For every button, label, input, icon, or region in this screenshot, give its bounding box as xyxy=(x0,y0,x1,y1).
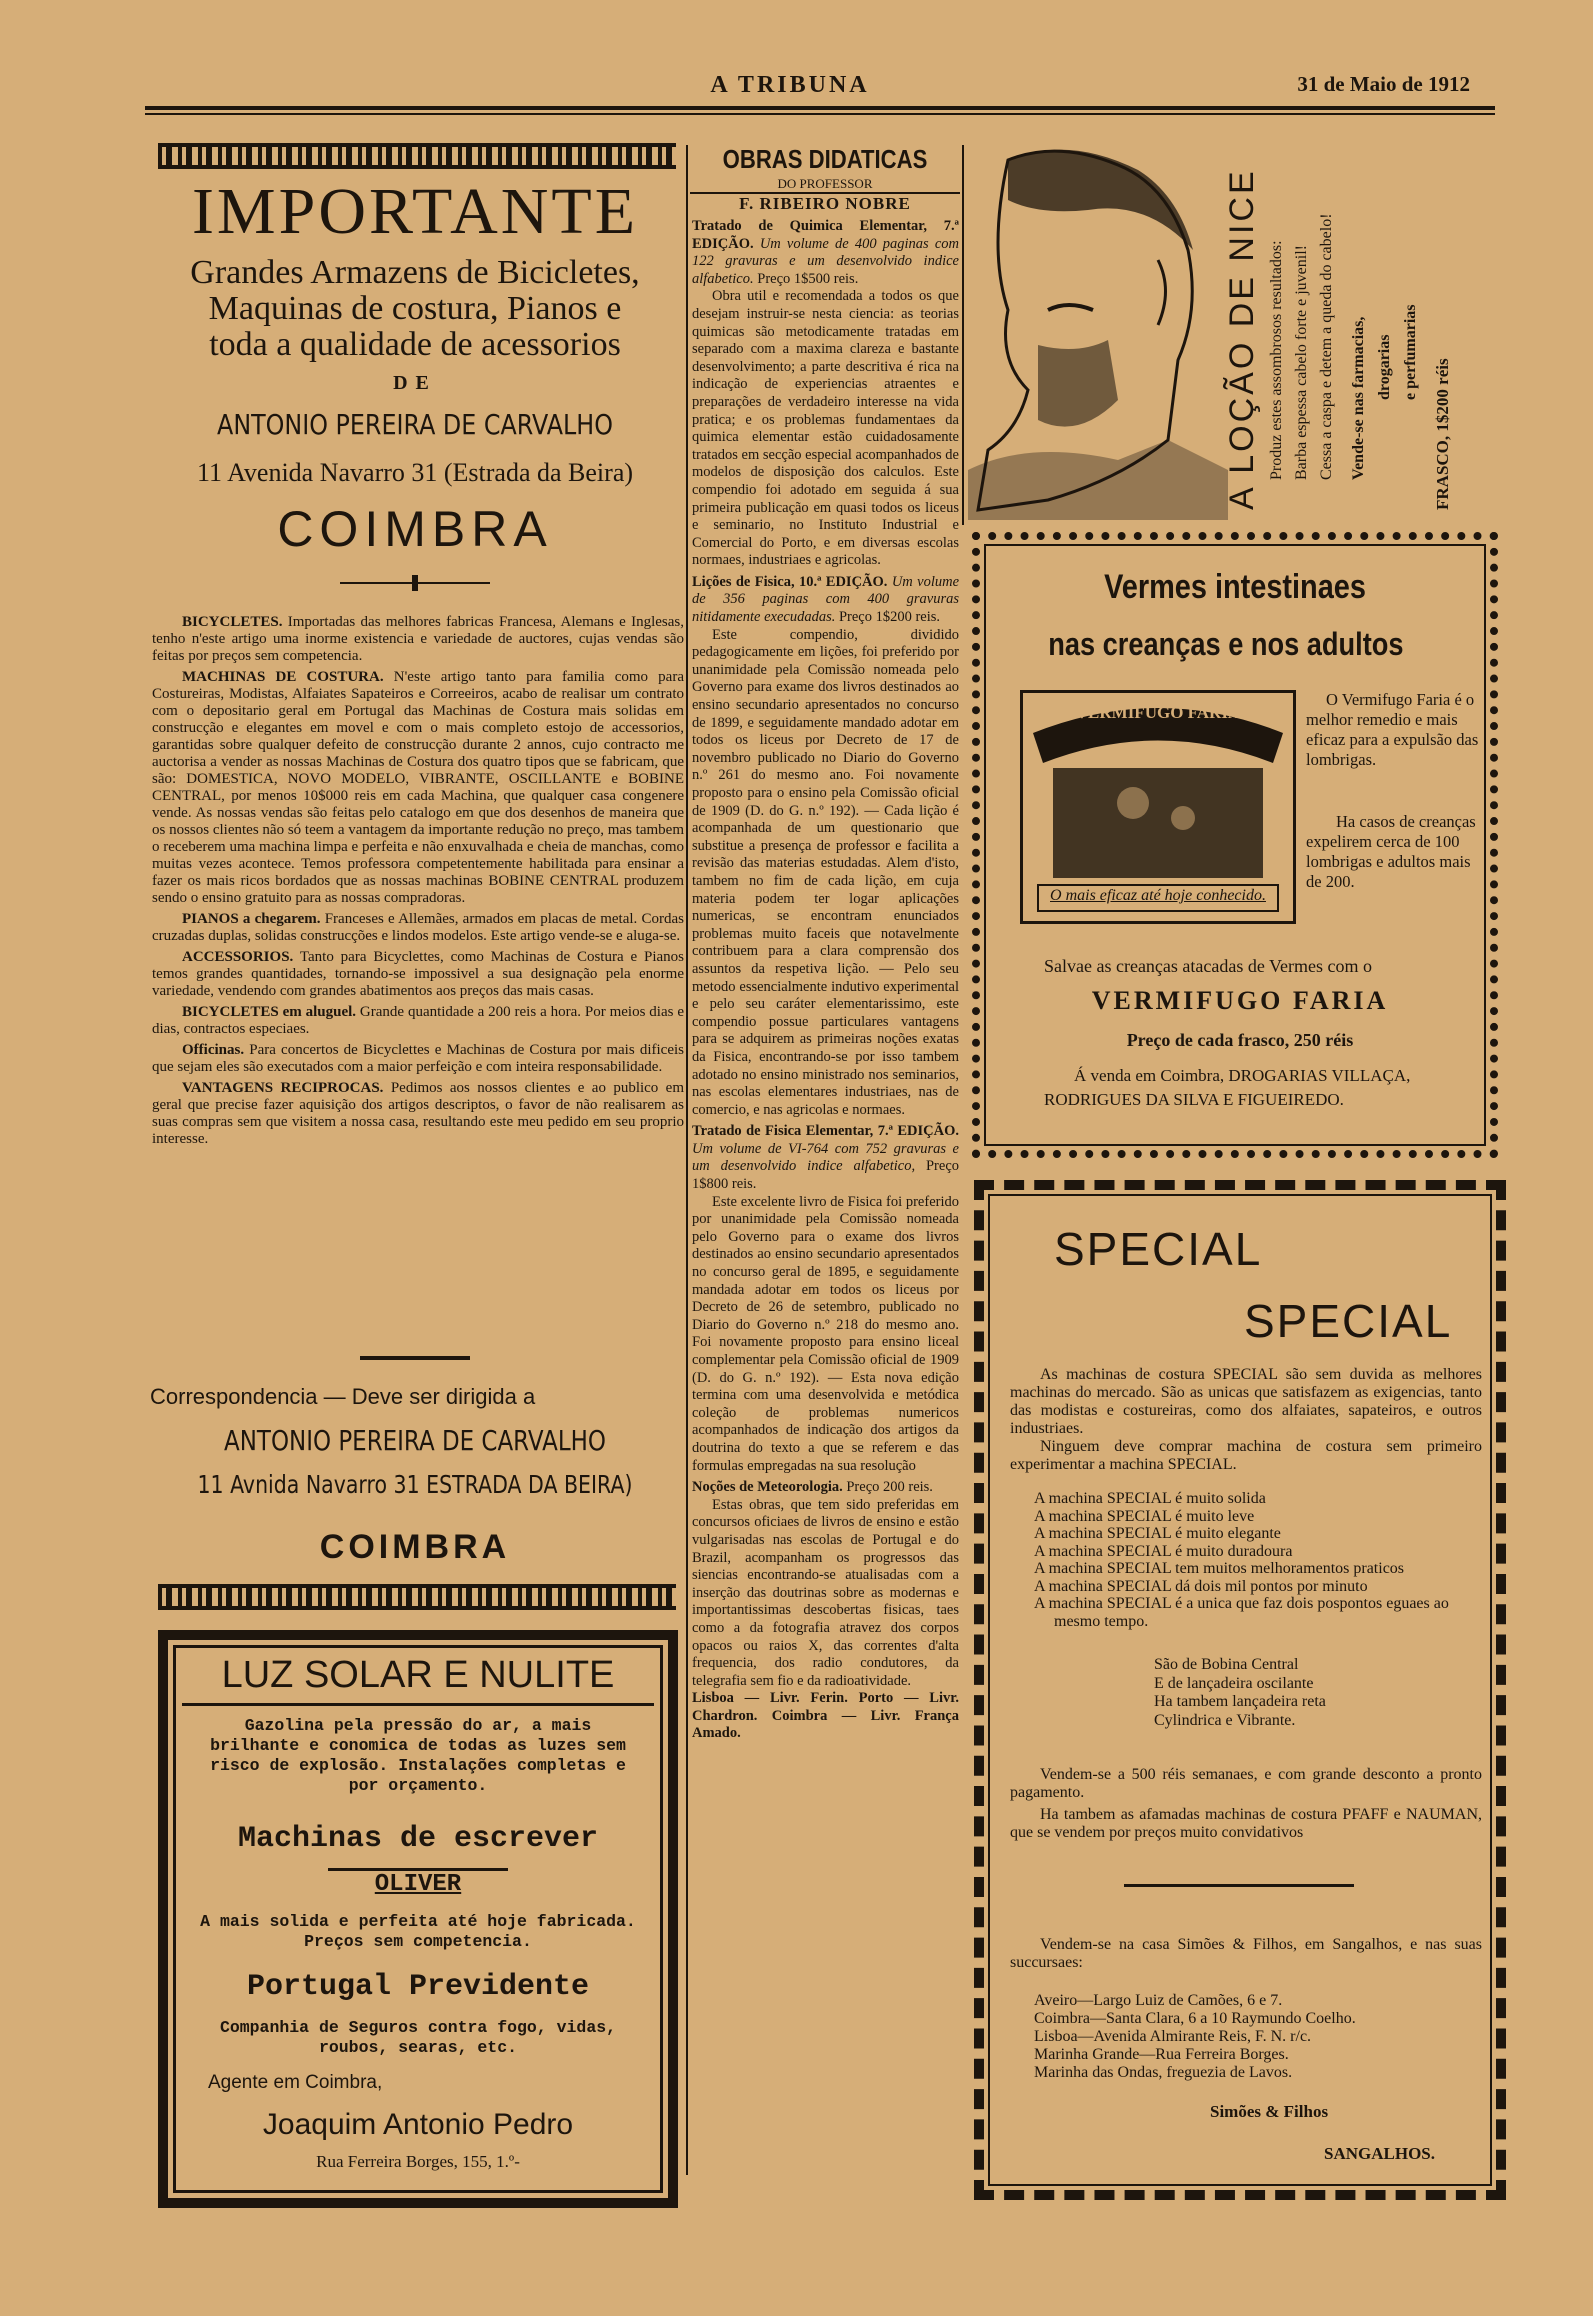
fisica-text: Este excelente livro de Fisica foi preferido por unanimidade pela Comissão nomeada pelo Governo para o exame dos livros destinados ao ensino secundario apresentados no concurso geral de 1895, e seguidamente mandada adotar em todos os liceus por Decreto de 26 de setembro, publicado no Diario do Governo n.º 218 do mesmo ano. Foi novamente proposto para ensino liceal complementar pela Comissão oficial de 1909 (D. do G. n.º 192). — Esta nova edição termina com uma desenvolvida e metódica coleção de problemas numericos acompanhados de indicação dos artigos da doutrina do texto a que se referem e das formulas empregadas na sua resolução xyxy=(692,1193,959,1474)
vermes-name: VERMIFUGO FARIA xyxy=(1091,986,1389,1015)
pianos-heading: PIANOS a chegarem. xyxy=(182,911,321,927)
agent-address: Rua Ferreira Borges, 155, 1.º- xyxy=(316,2152,520,2171)
ornament-border-bottom xyxy=(158,1584,676,1610)
column-divider-2 xyxy=(962,145,964,525)
nice-title: A LOÇÃO DE NICE xyxy=(1223,168,1261,510)
portugal-previdente: Portugal Previdente xyxy=(246,1970,590,2004)
nice-line-2: Barba espessa cabelo forte e juvenil! xyxy=(1293,244,1310,480)
vermes-illustration-frame xyxy=(1020,690,1296,924)
bicycletes-heading: BICYCLETES. xyxy=(182,614,283,630)
special-signature: Simões & Filhos xyxy=(1210,2102,1329,2121)
divider xyxy=(360,1356,470,1360)
importante-address: 11 Avenida Navarro 31 (Estrada da Beira) xyxy=(196,458,634,487)
obras-title: OBRAS DIDATICAS xyxy=(722,144,928,174)
header-rule-thin xyxy=(145,113,1495,115)
nice-line-1: Produz estes assombrosos resultados: xyxy=(1268,240,1285,480)
nice-line-4: Vende-se nas farmacias, xyxy=(1350,316,1367,480)
obras-sellers: Lisboa — Livr. Ferin. Porto — Livr. Chardron. Coimbra — Livr. França Amado. xyxy=(692,1690,959,1742)
special-list xyxy=(1034,1490,1484,1630)
issue-date: 31 de Maio de 1912 xyxy=(1297,72,1470,96)
officinas-text: Para concertos de Bicyclettes e Machinas de Costura por mais dificeis que sejam eles são executados com a maior perfeição e com inteira responsabilidade. xyxy=(152,1042,684,1075)
nice-line-5: drogarias xyxy=(1376,334,1393,400)
correspondencia-city: COIMBRA xyxy=(319,1528,511,1566)
licoes-desc: Um volume de 356 paginas com 400 gravuras nitidamente execudadas. xyxy=(692,573,959,626)
vermes-save: Salvae as creanças atacadas de Vermes com o xyxy=(1044,956,1373,976)
vermes-side-text-2: Ha casos de creanças expelirem cerca de 100 lombrigas e adultos mais de 200. xyxy=(1306,812,1476,891)
fisica-desc: Um volume de VI-764 com 752 gravuras e um desenvolvido indice alfabetico, xyxy=(692,1140,959,1175)
special-p4: Ha tambem as afamadas machinas de costura PFAFF e NAUMAN, que se vendem por preços muito convidativos xyxy=(1010,1806,1482,1841)
vermes-side-text: O Vermifugo Faria é o melhor remedio e mais eficaz para a expulsão das lombrigas. xyxy=(1306,690,1479,769)
header-rule xyxy=(145,106,1495,110)
luz-solar-ad xyxy=(158,1630,678,2208)
special-p1: As machinas de costura SPECIAL são sem duvida as melhores machinas do mercado. São as unicas que satisfazem as exigencias, tanto das modistas e costureiras, como dos alfaiates, sapateiros, e outros industriaes. xyxy=(1010,1366,1482,1436)
divider xyxy=(1124,1884,1354,1887)
aluguel-text: Grande quantidade a 200 reis a hora. Por meios dias e dias, contractos especiaes. xyxy=(152,1004,684,1037)
nice-price: FRASCO, 1$200 réis xyxy=(1433,358,1452,510)
branch-item: Marinha das Ondas, freguezia de Lavos. xyxy=(1034,2064,1293,2081)
machinas-text: N'este artigo tanto para familia como para Costureiras, Modistas, Alfaiates Sapateiros e Correeiros, acabo de realisar um contrato com o depositario geral em Portugal das Machinas de Costura mais solidas em construcção e elegantes em movel e com o mais completo estojo de accessorios, garantidas sobre qualquer defeito de construcção durante 2 annos, cujo contracto me auctorisa a vender as nossas Machinas de Costura dos quatro tipos que se fabricam, que são: DOMESTICA, NOVO MODELO, VIBRANTE, OSCILLANTE e BOBINE CENTRAL, por menos 10$000 reis em cada Machina, que qualquer casa congenere vende. As nossas vendas são feitas pelo catalogo em que dos desenhos de maneira que os nossos clientes não só teem a vantagem da importante redução no preço, mas tambem o receberem uma machina limpa e perfeita e não enxuvalhada e cheia de manchas, como muitas vezes acontece. Temos professora competentemente habilitada para ensinar a fazer os mais ricos bordados que as nossas machinas BOBINE CENTRAL produzem sendo o ensino gratuito para as nossas compradoras. xyxy=(152,669,684,906)
special-branches xyxy=(1034,1992,1484,2084)
importante-de: DE xyxy=(393,372,437,394)
special-title-1: SPECIAL xyxy=(1054,1223,1263,1275)
vermes-title-2: nas creanças e nos adultos xyxy=(1048,626,1404,662)
masthead: A TRIBUNA xyxy=(710,72,870,98)
importante-subtitle-3: toda a qualidade de acessorios xyxy=(209,326,621,363)
ornament-border-top xyxy=(158,143,676,169)
special-features xyxy=(1154,1656,1474,1740)
agent-name: Joaquim Antonio Pedro xyxy=(262,2108,574,2141)
correspondencia-address: 11 Avnida Navarro 31 ESTRADA DA BEIRA) xyxy=(197,1470,633,1499)
branch-item: Coimbra—Santa Clara, 6 a 10 Raymundo Coelho. xyxy=(1034,2010,1356,2027)
special-title-2: SPECIAL xyxy=(1244,1295,1453,1347)
importante-body xyxy=(152,614,684,1354)
vermes-sale: Á venda em Coimbra, DROGARIAS VILLAÇA, RODRIGUES DA SILVA E FIGUEIREDO. xyxy=(1044,1066,1411,1109)
importante-subtitle-1: Grandes Armazens de Bicicletes, xyxy=(190,254,640,291)
vantagens-heading: VANTAGENS RECIPROCAS. xyxy=(182,1080,384,1096)
licoes-text: Este compendio, dividido pedagogicamente em lições, foi preferido por unanimidade pela Comissão nomeada pelo Governo para exame dos livros destinados ao ensino secundario apresentados no concurso de 1899, e seguidamente mandado adotar em todos os liceus por Decreto de 17 de novembro publicado no Diario do Governo n.º 261 do mesmo ano. Foi novamente proposto para o ensino pela Comissão oficial de 1909 (D. do G. n.º 192). — Cada lição é acompanhada de um questionario que substitue a presença de professor e facilita a revisão das materias estudadas. Alem d'isto, tambem no fim de cada lição, em cuja materia podem ter logar aplicações numericas, se encontram enunciados problemas muito faceis que notavelmente contribuem para a clara comprensão dos assuntos da respetiva lição. — Pelo seu metodo essencialmente indutivo experimental e pelo seu caráter elementarissimo, este compendio possue particulares vantagens para se adquirem as primeiras noções exatas da Fisica, encontrando-se por isso tambem adotado no ensino ministrado nos seminarios, nas escolas elementares industriaes, nas de comercio, e nas agricolas e normaes. xyxy=(692,626,959,1118)
branch-item: Aveiro—Largo Luiz de Camões, 6 e 7. xyxy=(1034,1992,1283,2009)
special-p3: Vendem-se a 500 réis semanaes, e com grande desconto a pronto pagamento. xyxy=(1010,1766,1482,1801)
nice-line-6: e perfumarias xyxy=(1402,304,1419,400)
special-list-item: A machina SPECIAL tem muitos melhoramentos praticos xyxy=(1034,1560,1405,1577)
vermifugo-banner: VERMIFUGO FARIA xyxy=(1075,703,1241,722)
vermes-title-1: Vermes intestinaes xyxy=(1104,568,1366,606)
meteorologia-price: Preço 200 reis. xyxy=(846,1479,933,1496)
quimica-heading: Tratado de Quimica Elementar, 7.ª EDIÇÃO. xyxy=(692,218,959,252)
machinas-escrever: Machinas de escrever xyxy=(237,1822,599,1856)
agent-line: Agente em Coimbra, xyxy=(208,2072,383,2093)
importante-owner: ANTONIO PEREIRA DE CARVALHO xyxy=(217,408,613,441)
fisica-heading: Tratado de Fisica Elementar, 7.ª EDIÇÃO. xyxy=(692,1123,959,1140)
vermifugo-caption: O mais eficaz até hoje conhecido. xyxy=(1050,887,1266,904)
obras-author: F. RIBEIRO NOBRE xyxy=(690,192,960,216)
special-list-item: A machina SPECIAL é muito solida xyxy=(1034,1490,1266,1507)
special-ad xyxy=(974,1180,1506,2200)
accessorios-text: Tanto para Bicyclettes, como Machinas de Costura e Pianos temos grandes quantidades, tornando-se impossivel a sua designação pela enorme variedade, vendendo com grandes abatimentos aos preços das mais casas. xyxy=(152,949,684,999)
importante-title: IMPORTANTE xyxy=(191,175,639,248)
special-feature: E de lançadeira oscilante xyxy=(1154,1674,1314,1692)
obras-closing: Estas obras, que tem sido preferidas em concursos oficiaes de livros de ensino e estão vulgarisadas nas escolas de Portugal e do Brazil, acompanham os progressos das siencias encontrando-se atualisadas com a inserção das doutrinas sobre as modernas e importantissimas descobertas fisicas, taes como a da fotografia atravez dos corpos opacos ou raios X, das correntes d'alta frequencia, dos radio condutores, da telegrafia sem fio e da radioatividade. xyxy=(692,1496,959,1689)
luz-text-1: Gazolina pela pressão do ar, a mais brilhante e conomica de todas as luzes sem risco de explosão. Instalações completas e por orçamento. xyxy=(210,1716,626,1795)
luz-text-3: Companhia de Seguros contra fogo, vidas, roubos, searas, etc. xyxy=(219,2018,617,2057)
luz-title: LUZ SOLAR E NULITE xyxy=(182,1654,654,1706)
officinas-heading: Officinas. xyxy=(182,1042,245,1058)
column-divider-1 xyxy=(686,145,688,2175)
oliver-brand: OLIVER xyxy=(328,1868,508,1904)
nice-ad xyxy=(968,140,1498,530)
vermes-price: Preço de cada frasco, 250 réis xyxy=(1126,1030,1354,1050)
special-feature: Ha tambem lançadeira reta xyxy=(1154,1693,1326,1710)
aluguel-heading: BICYCLETES em aluguel. xyxy=(182,1004,357,1020)
special-feature: São de Bobina Central xyxy=(1154,1656,1299,1673)
special-list-item: A machina SPECIAL é muito duradoura xyxy=(1034,1542,1293,1560)
quimica-price: Preço 1$500 reis. xyxy=(757,270,859,287)
vantagens-text: Pedimos aos nossos clientes e ao publico em geral que precise fazer aquisição dos artigos descriptos, o favor de não realisarem as suas compras sem que visitem a nossa casa, resultando este meu pedido em seu proprio interesse. xyxy=(152,1080,684,1147)
man-portrait-illustration xyxy=(968,140,1228,520)
machinas-heading: MACHINAS DE COSTURA. xyxy=(182,669,384,685)
special-p5: Vendem-se na casa Simões & Filhos, em Sangalhos, e nas suas succursaes: xyxy=(1010,1936,1482,1971)
special-place: SANGALHOS. xyxy=(1324,2144,1435,2163)
meteorologia-heading: Noções de Meteorologia. xyxy=(692,1479,843,1496)
quimica-text: Obra util e recomendada a todos os que desejam instruir-se nesta ciencia: as teorias quimicas são metodicamente tratadas em separado com a maxima clareza e bastante desenvolvimento; a parte descritiva é rica na indicação de experiencias atraentes e preparações de verdadeiro interesse na vida pratica; e os problemas fundamentaes da quimica elementar estão cuidadosamente tratados em secção especial acompanhados de modelos de disposição dos calculos. Este compendio foi adotado em seguida á sua primeira publicação em quasi todos os liceus e seminario, no Instituto Industrial e Comercial do Porto, e em diversas escolas normaes, industriaes e agricolas. xyxy=(692,288,959,569)
obras-body xyxy=(692,218,959,2200)
obras-sub: DO PROFESSOR xyxy=(777,176,873,191)
licoes-price: Preço 1$200 reis. xyxy=(838,609,941,626)
accessorios-heading: ACCESSORIOS. xyxy=(182,949,294,965)
special-list-item: A machina SPECIAL dá dois mil pontos por minuto xyxy=(1034,1577,1368,1595)
bicycletes-text: Importadas das melhores fabricas Francesa, Alemans e Inglesas, tenho n'este artigo uma inorme existencia e variedade de auctores, cujas vendas são feitas por preços sem competencia. xyxy=(152,614,684,664)
pianos-text: Franceses e Allemães, armados em placas de metal. Cordas cruzadas duplas, solidas construcções e lindos modelos. Este artigo vende-se e aluga-se. xyxy=(152,911,684,944)
special-list-item: A machina SPECIAL é a unica que faz dois pospontos eguaes ao mesmo tempo. xyxy=(1034,1595,1449,1630)
importante-city: COIMBRA xyxy=(277,501,553,557)
nice-line-3: Cessa a caspa e detem a queda do cabelo! xyxy=(1318,213,1335,480)
correspondencia-name: ANTONIO PEREIRA DE CARVALHO xyxy=(224,1424,606,1457)
correspondencia-line: Correspondencia — Deve ser dirigida a xyxy=(150,1384,536,1409)
special-list-item: A machina SPECIAL é muito leve xyxy=(1034,1507,1255,1525)
licoes-heading: Lições de Fisica, 10.ª EDIÇÃO. xyxy=(692,573,888,590)
quimica-desc: Um volume de 400 paginas com 122 gravuras e um desenvolvido indice alfabetico. xyxy=(692,235,959,287)
branch-item: Marinha Grande—Rua Ferreira Borges. xyxy=(1034,2046,1289,2063)
importante-subtitle-2: Maquinas de costura, Pianos e xyxy=(208,290,622,327)
vermes-ad xyxy=(972,532,1498,1158)
special-p2: Ninguem deve comprar machina de costura sem primeiro experimentar a machina SPECIAL. xyxy=(1010,1438,1482,1473)
special-list-item: A machina SPECIAL é muito elegante xyxy=(1034,1525,1281,1542)
luz-text-2: A mais solida e perfeita até hoje fabricada. Preços sem competencia. xyxy=(200,1912,636,1951)
special-feature: Cylindrica e Vibrante. xyxy=(1154,1711,1296,1729)
branch-item: Lisboa—Avenida Almirante Reis, F. N. r/c. xyxy=(1034,2028,1312,2045)
divider-center xyxy=(412,575,418,591)
fisica-price: Preço 1$800 reis. xyxy=(692,1158,959,1193)
